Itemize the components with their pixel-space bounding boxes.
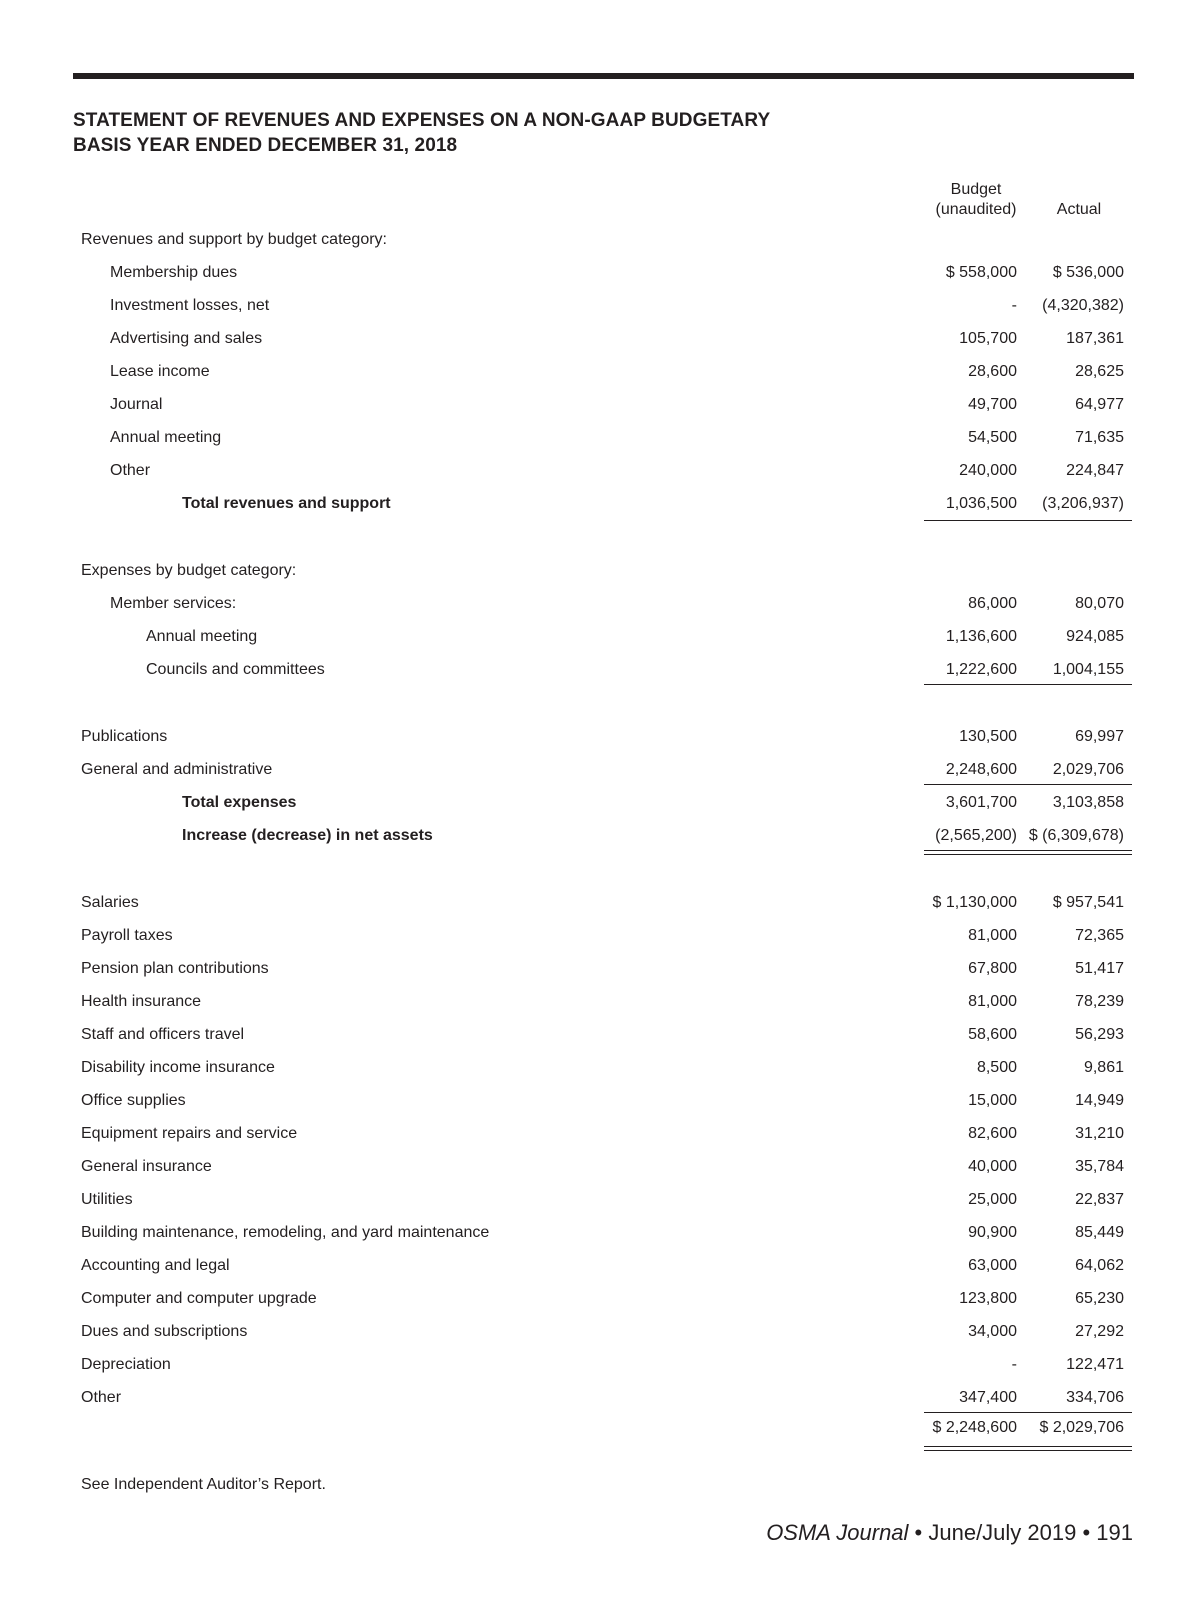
table-row (0, 228, 1200, 252)
row-label: Increase (decrease) in net assets (182, 827, 433, 844)
budget-value: 347,400 (959, 1389, 1017, 1406)
budget-value: 130,500 (959, 728, 1017, 745)
row-label: Staff and officers travel (81, 1026, 245, 1043)
row-label: Depreciation (81, 1356, 171, 1373)
budget-value: 123,800 (959, 1290, 1017, 1307)
actual-value: 71,635 (1075, 429, 1124, 446)
row-label: Journal (110, 396, 163, 413)
actual-value: $ 2,029,706 (1039, 1419, 1124, 1436)
budget-value: - (1011, 1356, 1017, 1373)
actual-value: 224,847 (1066, 462, 1124, 479)
budget-value: 49,700 (968, 396, 1017, 413)
actual-value: 64,062 (1075, 1257, 1124, 1274)
row-label: Dues and subscriptions (81, 1323, 248, 1340)
budget-value: 2,248,600 (945, 761, 1017, 778)
actual-column-header: Actual (1056, 201, 1102, 218)
title-line-2: BASIS YEAR ENDED DECEMBER 31, 2018 (73, 135, 458, 156)
budget-value: 67,800 (968, 960, 1017, 977)
budget-value: 81,000 (968, 993, 1017, 1010)
table-row (0, 1287, 1200, 1311)
budget-header-line-1: Budget (950, 181, 1002, 198)
row-label: Publications (81, 728, 168, 745)
budget-value: 3,601,700 (945, 794, 1017, 811)
actual-value: 28,625 (1075, 363, 1124, 380)
table-row (0, 1353, 1200, 1377)
budget-value: 1,036,500 (945, 495, 1017, 512)
underline (924, 684, 1132, 685)
actual-value: 1,004,155 (1052, 661, 1124, 678)
row-label: Computer and computer upgrade (81, 1290, 317, 1307)
table-row (0, 1089, 1200, 1113)
row-label: Accounting and legal (81, 1257, 230, 1274)
row-label: Pension plan contributions (81, 960, 269, 977)
budget-value: 40,000 (968, 1158, 1017, 1175)
row-label: Salaries (81, 894, 139, 911)
actual-value: 2,029,706 (1052, 761, 1124, 778)
actual-value: 78,239 (1075, 993, 1124, 1010)
budget-value: - (1011, 297, 1017, 314)
table-row (0, 924, 1200, 948)
table-row (0, 1221, 1200, 1245)
actual-value: $ 957,541 (1052, 894, 1124, 911)
actual-value: 35,784 (1075, 1158, 1124, 1175)
actual-value: 56,293 (1075, 1026, 1124, 1043)
table-row (0, 1416, 1200, 1440)
row-label: Member services: (110, 595, 237, 612)
actual-value: 65,230 (1075, 1290, 1124, 1307)
table-row (0, 990, 1200, 1014)
budget-value: 34,000 (968, 1323, 1017, 1340)
table-row (0, 261, 1200, 285)
footnote: See Independent Auditor’s Report. (81, 1476, 326, 1493)
budget-value: $ 2,248,600 (932, 1419, 1017, 1436)
actual-value: 72,365 (1075, 927, 1124, 944)
table-row (0, 1155, 1200, 1179)
actual-value: 85,449 (1075, 1224, 1124, 1241)
table-row (0, 1188, 1200, 1212)
page-footer (766, 1518, 1133, 1548)
row-label: Advertising and sales (110, 330, 263, 347)
row-label: Disability income insurance (81, 1059, 275, 1076)
double-underline (924, 1446, 1132, 1451)
table-row (0, 327, 1200, 351)
table-row (0, 725, 1200, 749)
budget-value: 105,700 (959, 330, 1017, 347)
budget-value: 8,500 (976, 1059, 1017, 1076)
row-label: Councils and committees (146, 661, 325, 678)
table-row (0, 1254, 1200, 1278)
budget-column-header (924, 180, 1028, 220)
actual-value: 51,417 (1075, 960, 1124, 977)
budget-value: 54,500 (968, 429, 1017, 446)
table-row (0, 294, 1200, 318)
budget-value: 28,600 (968, 363, 1017, 380)
row-label: Other (110, 462, 151, 479)
actual-value: 3,103,858 (1052, 794, 1124, 811)
table-row (0, 1386, 1200, 1410)
table-row (0, 891, 1200, 915)
table-row (0, 360, 1200, 384)
actual-value: 64,977 (1075, 396, 1124, 413)
budget-value: (2,565,200) (935, 827, 1017, 844)
actual-value: (4,320,382) (1042, 297, 1124, 314)
budget-value: 63,000 (968, 1257, 1017, 1274)
title-line-1: STATEMENT OF REVENUES AND EXPENSES ON A NON-GAAP BUDGETARY (73, 110, 771, 131)
actual-value: 31,210 (1075, 1125, 1124, 1142)
actual-value: $ (6,309,678) (1028, 827, 1124, 844)
table-row (0, 758, 1200, 782)
table-row (0, 1320, 1200, 1344)
budget-value: 240,000 (959, 462, 1017, 479)
actual-value: 924,085 (1066, 628, 1124, 645)
top-rule (73, 73, 1134, 79)
budget-value: $ 1,130,000 (932, 894, 1017, 911)
row-label: Total expenses (182, 794, 297, 811)
row-label: Office supplies (81, 1092, 186, 1109)
budget-value: 58,600 (968, 1026, 1017, 1043)
table-row (0, 393, 1200, 417)
actual-value: 187,361 (1066, 330, 1124, 347)
row-label: Membership dues (110, 264, 238, 281)
table-row (0, 1023, 1200, 1047)
actual-value: 27,292 (1075, 1323, 1124, 1340)
row-label: General and administrative (81, 761, 273, 778)
budget-value: 86,000 (968, 595, 1017, 612)
row-label: Utilities (81, 1191, 133, 1208)
table-row (0, 459, 1200, 483)
budget-value: 82,600 (968, 1125, 1017, 1142)
table-row (0, 1056, 1200, 1080)
row-label: Lease income (110, 363, 210, 380)
budget-value: 1,136,600 (945, 628, 1017, 645)
table-row (0, 592, 1200, 616)
budget-value: 25,000 (968, 1191, 1017, 1208)
table-row (0, 957, 1200, 981)
actual-value: 334,706 (1066, 1389, 1124, 1406)
double-underline (924, 850, 1132, 855)
budget-value: 15,000 (968, 1092, 1017, 1109)
table-row (0, 625, 1200, 649)
underline (924, 784, 1132, 785)
table-row (0, 824, 1200, 848)
actual-value: 9,861 (1083, 1059, 1124, 1076)
actual-value: 80,070 (1075, 595, 1124, 612)
table-row (0, 492, 1200, 516)
actual-value: 22,837 (1075, 1191, 1124, 1208)
table-row (0, 426, 1200, 450)
statement-title (73, 108, 833, 158)
row-label: Building maintenance, remodeling, and yard maintenance (81, 1224, 490, 1241)
table-row (0, 559, 1200, 583)
row-label: Investment losses, net (110, 297, 270, 314)
row-label: Annual meeting (146, 628, 258, 645)
table-row (0, 791, 1200, 815)
budget-header-line-2: (unaudited) (935, 201, 1017, 218)
row-label: Other (81, 1389, 122, 1406)
row-label: Annual meeting (110, 429, 222, 446)
underline (924, 520, 1132, 521)
actual-value: 69,997 (1075, 728, 1124, 745)
table-row (0, 658, 1200, 682)
budget-value: $ 558,000 (945, 264, 1017, 281)
table-row (0, 1122, 1200, 1146)
journal-name: OSMA Journal (766, 1520, 909, 1545)
issue-and-page: • June/July 2019 • 191 (908, 1520, 1133, 1545)
budget-value: 81,000 (968, 927, 1017, 944)
row-label: Payroll taxes (81, 927, 173, 944)
budget-value: 90,900 (968, 1224, 1017, 1241)
row-label: General insurance (81, 1158, 212, 1175)
row-label: Total revenues and support (182, 495, 391, 512)
actual-value: 14,949 (1075, 1092, 1124, 1109)
budget-value: 1,222,600 (945, 661, 1017, 678)
underline (924, 1412, 1132, 1413)
actual-value: $ 536,000 (1052, 264, 1124, 281)
row-label: Expenses by budget category: (81, 562, 297, 579)
row-label: Revenues and support by budget category: (81, 231, 387, 248)
actual-value: 122,471 (1066, 1356, 1124, 1373)
actual-value: (3,206,937) (1042, 495, 1124, 512)
row-label: Health insurance (81, 993, 202, 1010)
row-label: Equipment repairs and service (81, 1125, 298, 1142)
